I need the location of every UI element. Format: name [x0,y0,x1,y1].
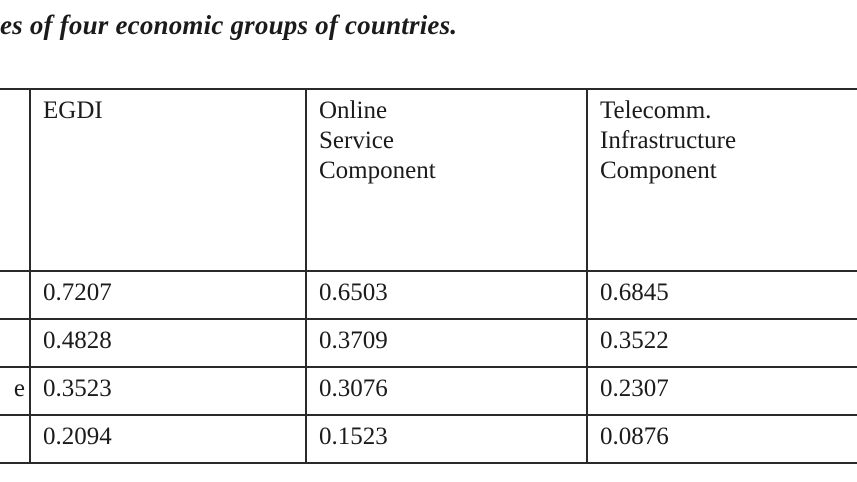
column-header-stub [0,89,30,271]
row-stub-2: e [0,367,30,415]
cell-3-online-service: 0.1523 [306,415,587,463]
row-stub-0 [0,271,30,319]
column-header-egdi-line-1: EGDI [43,97,103,124]
row-stub-1 [0,319,30,367]
column-header-telecomm-infrastructure-component [587,89,857,271]
column-header-online-line-2: Service [319,127,394,154]
cell-2-online-service: 0.3076 [306,367,587,415]
table-caption: es of four economic groups of countries. [0,10,458,40]
column-header-online-line-3: Component [319,157,436,184]
cell-2-egdi: 0.3523 [30,367,306,415]
cell-1-online-service: 0.3709 [306,319,587,367]
egdi-table [0,88,857,464]
cell-0-telecomm-infrastructure: 0.6845 [587,271,857,319]
cell-1-egdi: 0.4828 [30,319,306,367]
column-header-telecomm-line-3: Component [600,157,717,184]
table-row [0,271,857,319]
cell-1-telecomm-infrastructure: 0.3522 [587,319,857,367]
table-row [0,319,857,367]
column-header-egdi [30,89,306,271]
cell-0-online-service: 0.6503 [306,271,587,319]
table-body [0,271,857,463]
table-container [0,88,857,464]
cell-3-telecomm-infrastructure: 0.0876 [587,415,857,463]
column-header-online-line-1: Online [319,97,388,124]
cell-2-telecomm-infrastructure: 0.2307 [587,367,857,415]
column-header-telecomm-line-1: Telecomm. [600,97,712,124]
table-row [0,367,857,415]
cell-3-egdi: 0.2094 [30,415,306,463]
row-stub-3 [0,415,30,463]
table-row [0,415,857,463]
column-header-telecomm-line-2: Infrastructure [600,127,737,154]
table-header [0,89,857,271]
table-header-row [0,89,857,271]
cell-0-egdi: 0.7207 [30,271,306,319]
column-header-online-service-component [306,89,587,271]
